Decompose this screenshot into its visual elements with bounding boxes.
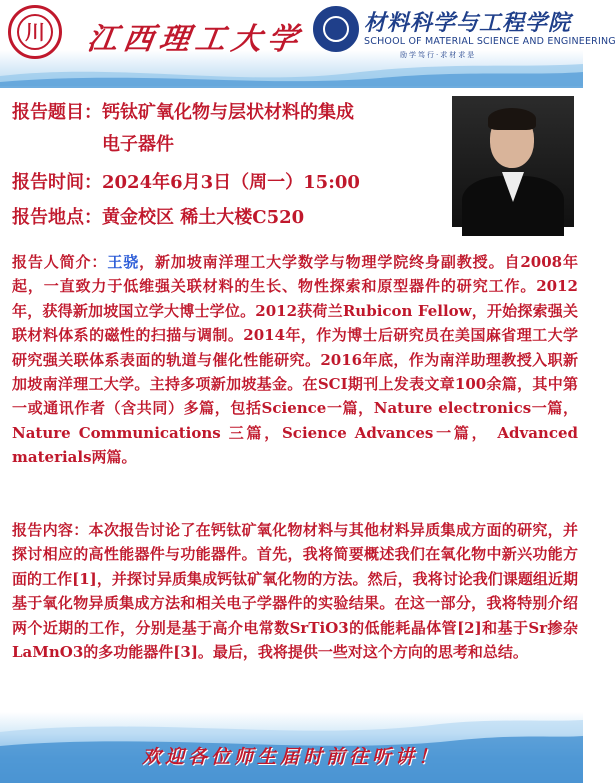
report-content-paragraph (12, 518, 578, 664)
report-title-label: 报告题目： (12, 102, 102, 123)
speaker-bio-text: ，新加坡南洋理工大学数学与物理学院终身副教授。自2008年起，一直致力于低维强关联材料的生长、物性探索和原型器件的研究工作。2012年，获得新加坡国立学大博士学位。2012获荷兰Rubicon Fellow，开始探索强关联材料体系的磁性的扫描与调制。2014年，作为博士后研究员在美国麻省理工大学研究强关联体系表面的轨道与催化性能研究。2016年底，作为南洋助理教授入职新加坡南洋理工大学。主持多项新加坡基金。在SCI期刊上发表文章100余篇，其中第一或通讯作者（含共同）多篇，包括Science一篇，Nature electronics一篇， Nature Communications 三篇，Science Advances一篇， Advanced materials两篇。 (12, 253, 578, 467)
header-wave-decoration (0, 58, 583, 88)
speaker-photo (452, 96, 574, 227)
report-place (12, 203, 304, 229)
report-place-label: 报告地点： (12, 207, 102, 228)
report-time-value: 2024年6月3日（周一）15:00 (102, 172, 360, 193)
report-title-text: 钙钛矿氧化物与层状材料的集成 (102, 102, 354, 123)
university-name: 江西理工大学 (85, 22, 306, 57)
content-text: 本次报告讨论了在钙钛矿氧化物材料与其他材料异质集成方面的研究，并探讨相应的高性能器件与功能器件。首先，我将简要概述我们在氧化物中新兴功能方面的工作[1]，并探讨异质集成钙钛矿氧化物的方法。然后，我将讨论我们课题组近期基于氧化物异质集成方法和相关电子学器件的实验结果。在这一部分，我将特别介绍两个近期的工作，分别是基于高介电常数SrTiO3的低能耗晶体管[2]和基于Sr掺杂LaMnO3的多功能器件[3]。最后，我将提供一些对这个方向的思考和总结。 (12, 521, 578, 662)
school-motto: 励学笃行·求材求是 (400, 51, 477, 59)
university-seal-icon (8, 5, 62, 59)
report-title-line1 (12, 98, 354, 124)
speaker-name: 王骁 (107, 253, 140, 271)
school-name-en: SCHOOL OF MATERIAL SCIENCE AND ENGINEERING (364, 36, 616, 47)
school-logo-icon (313, 6, 359, 52)
footer-slogan: 欢迎各位师生届时前往听讲！ (141, 746, 441, 768)
school-name-cn: 材料科学与工程学院 (364, 10, 572, 36)
photo-hair (488, 108, 536, 130)
report-place-value: 黄金校区 稀土大楼C520 (102, 207, 305, 228)
seal-glyph: 川 (17, 14, 53, 50)
footer-banner (0, 712, 583, 783)
content-label: 报告内容： (12, 521, 89, 539)
report-time (12, 168, 360, 194)
header-banner (0, 0, 616, 86)
school-logo-ring (323, 16, 349, 42)
speaker-bio-paragraph (12, 250, 578, 470)
speaker-label: 报告人简介： (12, 253, 108, 271)
report-title-line2: 电子器件 (102, 134, 174, 155)
report-time-label: 报告时间： (12, 172, 102, 193)
